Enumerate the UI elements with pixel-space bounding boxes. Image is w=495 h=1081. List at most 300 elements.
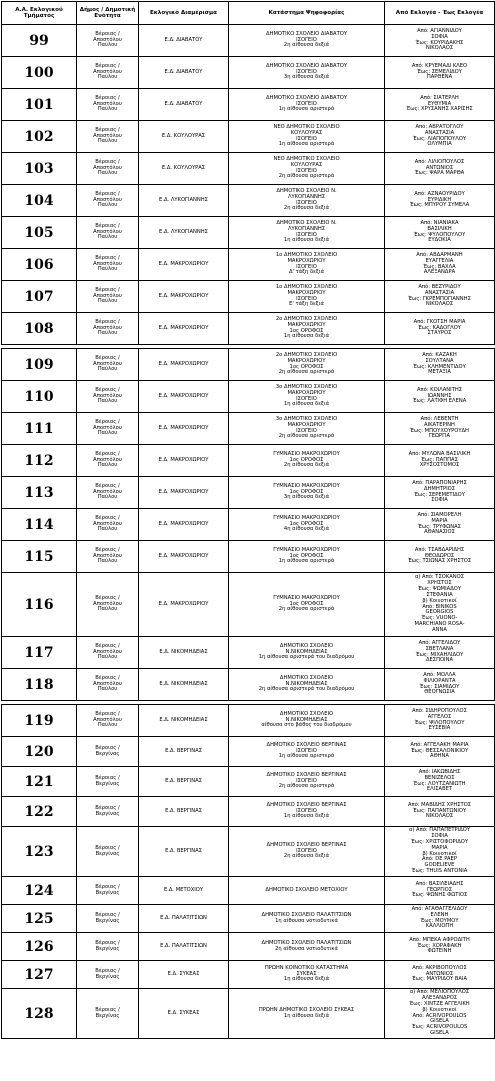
municipality-cell (77, 281, 139, 313)
polling-station-cell (229, 217, 385, 249)
municipality-line: Αποστόλου (93, 456, 122, 463)
municipality-line: Βέροιας / (95, 710, 120, 717)
municipality-cell (77, 827, 139, 877)
polling-station-line: ΠΡΩΗΝ ΚΟΙΝΟΤΙΚΟ ΚΑΤΑΣΤΗΜΑ (264, 964, 349, 971)
table-row (2, 705, 495, 737)
voter-range-line: ΕΛΕΝΗ (430, 911, 449, 918)
voter-range-cell (385, 185, 495, 217)
polling-station-line: 2η αίθουσα αριστερά (278, 783, 335, 790)
voter-range-line: Έως: ΨΩΜΙΑΔΟΥ (417, 585, 462, 592)
polling-station-line: 1ο ΔΗΜΟΤΙΚΟ ΣΧΟΛΕΙΟ (275, 251, 338, 258)
municipality-line: Βέροιας / (95, 883, 120, 890)
section-number: 100 (2, 57, 77, 89)
municipality-line: Βέροιας / (95, 804, 120, 811)
municipality-line: Βέροιας / (95, 222, 120, 229)
polling-station-line: ΔΗΜΟΤΙΚΟ ΣΧΟΛΕΙΟ ΔΙΑΒΑΤΟΥ (266, 94, 347, 101)
table-row (2, 827, 495, 877)
voter-range-cell (385, 509, 495, 541)
municipality-line: Παύλου (97, 234, 118, 241)
voter-range-cell (385, 827, 495, 877)
municipality-line: Βέροιας / (95, 126, 120, 133)
municipality-line: Παύλου (97, 398, 118, 405)
municipality-cell (77, 381, 139, 413)
municipality-cell (77, 797, 139, 827)
section-number: 117 (2, 637, 77, 669)
polling-station-cell (229, 349, 385, 381)
voter-range-line: β) Κοινοτικοί (422, 1006, 457, 1013)
voter-range-line: ΣΟΥΛΤΑΝΑ (425, 357, 454, 364)
voter-range-line: Έως: ΚΛΗΜΕΝΤΙΔΟΥ (413, 363, 466, 370)
polling-station-line: 2η αίθουσα αριστερά (278, 369, 335, 376)
municipality-cell (77, 477, 139, 509)
electoral-district-cell: Ε.Δ. ΣΥΚΕΑΣ (139, 961, 229, 989)
section-number: 112 (2, 445, 77, 477)
voter-range-line: Από: ΒΑΣΙΛΕΙΑΔΗΣ (415, 880, 464, 887)
municipality-line: Βέροιας / (95, 418, 120, 425)
section-number: 108 (2, 313, 77, 345)
municipality-line: Βέροιας / (95, 1006, 120, 1013)
voter-range-cell (385, 477, 495, 509)
municipality-line: Αποστόλου (93, 228, 122, 235)
voter-range-line: Έως: ΨΥΛΟΠΟΥΛΟΥ (413, 231, 466, 238)
polling-station-cell (229, 89, 385, 121)
electoral-district-cell: Ε.Δ. ΜΑΚΡΟΧΩΡΙΟΥ (139, 349, 229, 381)
voter-range-line: ΣΒΕΤΛΑΝΑ (425, 645, 454, 652)
voter-range-cell (385, 961, 495, 989)
voter-range-line: α) Από: ΠΑΠΑΠΕΤΡΙΔΟΥ (408, 826, 471, 833)
polling-station-line: ΙΣΟΓΕΙΟ (296, 263, 317, 270)
polling-station-line: ΔΗΜΟΤΙΚΟ ΣΧΟΛΕΙΟ ΒΕΡΓΙΝΑΣ (266, 771, 347, 778)
municipality-line: Βέροιας / (95, 354, 120, 361)
municipality-cell (77, 153, 139, 185)
polling-station-line: 2η αίθουσα αριστερά (278, 173, 335, 180)
electoral-district-cell: Ε.Δ. ΝΙΚΟΜΗΔΕΙΑΣ (139, 637, 229, 669)
electoral-district-cell: Ε.Δ. ΒΕΡΓΙΝΑΣ (139, 797, 229, 827)
voter-range-line: Έως: ΜΠΥΡΟΥ ΣΥΜΕΛΑ (409, 202, 470, 209)
municipality-cell (77, 961, 139, 989)
municipality-line: Βέροιας / (95, 546, 120, 553)
municipality-line: Βέροιας / (95, 594, 120, 601)
electoral-district-cell: Ε.Δ. ΜΑΚΡΟΧΩΡΙΟΥ (139, 477, 229, 509)
polling-station-line: 1ος ΟΡΟΦΟΣ (289, 456, 324, 463)
municipality-line: Αποστόλου (93, 68, 122, 75)
section-number: 126 (2, 933, 77, 961)
electoral-district-cell: Ε.Δ. ΜΑΚΡΟΧΩΡΙΟΥ (139, 281, 229, 313)
table-row (2, 349, 495, 381)
voter-range-line: Από: ΝΙΑΝΙΑΚΑ (420, 219, 459, 226)
voter-range-line: Έως: ΜΟΥΜΟΥ (420, 917, 459, 924)
table-row (2, 541, 495, 573)
polling-station-line: 1η αίθουσα αριστερά του διαδρόμου (258, 654, 355, 661)
table-row (2, 25, 495, 57)
municipality-cell (77, 509, 139, 541)
voter-range-line: ΣΟΦΙΑ (431, 33, 448, 40)
municipality-line: Παύλου (97, 106, 118, 113)
section-number: 120 (2, 737, 77, 767)
voter-range-line: ΔΕΣΠΟΙΝΑ (425, 657, 454, 664)
municipality-line: Αποστόλου (93, 360, 122, 367)
polling-station-line: ΛΥΚΟΓΙΑΝΝΗΣ (287, 225, 326, 232)
municipality-line: Βέροιας / (95, 911, 120, 918)
municipality-line: Παύλου (97, 606, 118, 613)
polling-station-cell (229, 477, 385, 509)
polling-station-line: ΙΣΟΓΕΙΟ (296, 807, 317, 814)
polling-station-line: 2η αίθουσα νοτιοδυτικά (275, 945, 338, 952)
municipality-line: Παύλου (97, 366, 118, 373)
polling-station-line: ΓΥΜΝΑΣΙΟ ΜΑΚΡΟΧΩΡΙΟΥ (273, 514, 340, 521)
polling-station-line: ΙΣΟΓΕΙΟ (296, 68, 317, 75)
voter-range-cell (385, 877, 495, 905)
municipality-line: Βεργίνας (95, 780, 120, 787)
voter-range-cell (385, 249, 495, 281)
voter-range-line: Έως: VUONO- (421, 615, 458, 622)
voter-range-cell (385, 669, 495, 701)
polling-station-line: ΔΗΜΟΤΙΚΟ ΣΧΟΛΕΙΟ Ν. (276, 187, 337, 194)
table-row (2, 153, 495, 185)
voter-range-line: ΑΝΑΣΤΑΣΙΑ (424, 129, 455, 136)
municipality-cell (77, 905, 139, 933)
municipality-cell (77, 573, 139, 637)
municipality-line: Βεργίνας (95, 945, 120, 952)
municipality-cell (77, 89, 139, 121)
polling-station-line: ΙΣΟΓΕΙΟ (296, 199, 317, 206)
voter-range-cell (385, 89, 495, 121)
polling-station-line: ΙΣΟΓΕΙΟ (296, 295, 317, 302)
municipality-line: Αποστόλου (93, 392, 122, 399)
municipality-line: Αποστόλου (93, 424, 122, 431)
municipality-line: Βεργίνας (95, 810, 120, 817)
voter-range-line: ΝΙΚΟΛΑΟΣ (425, 45, 454, 52)
table-row (2, 989, 495, 1039)
municipality-line: Βέροιας / (95, 744, 120, 751)
voter-range-line: ΘΕΟΔΩΡΟΣ (424, 552, 455, 559)
voter-range-line: Έως: ΧΙΝΤΖΕ ΑΓΓΕΛΙΚΗ (409, 1000, 470, 1007)
voter-range-line: Έως: ΒΑΧΛΑ (423, 263, 456, 270)
voter-range-cell (385, 737, 495, 767)
municipality-line: Παύλου (97, 330, 118, 337)
polling-station-line: 2η αίθουσα δεξιά (283, 205, 330, 212)
voter-range-cell (385, 381, 495, 413)
section-number: 116 (2, 573, 77, 637)
voter-range-line: Από: ΑΓΑΘΑΓΓΕΛΙΔΟΥ (411, 905, 468, 912)
polling-station-line: Δ' τάξη δεξιά (288, 269, 325, 276)
voter-range-line: Από: ΑΒΡΑΤΟΓΛΟΥ (415, 123, 464, 130)
municipality-cell (77, 445, 139, 477)
section-number: 107 (2, 281, 77, 313)
voter-range-cell (385, 217, 495, 249)
municipality-line: Αποστόλου (93, 324, 122, 331)
voter-range-line: ΑΘΑΝΑΣΙΟΣ (424, 529, 455, 536)
section-number: 101 (2, 89, 77, 121)
municipality-line: Παύλου (97, 462, 118, 469)
section-number: 125 (2, 905, 77, 933)
voter-range-cell (385, 637, 495, 669)
voter-range-line: ΜΕΤΑΞΙΑ (428, 369, 451, 376)
voter-range-line: ΣΟΦΙΑ (431, 497, 448, 504)
polling-station-line: ΓΥΜΝΑΣΙΟ ΜΑΚΡΟΧΩΡΙΟΥ (273, 450, 340, 457)
electoral-district-cell: Ε.Δ. ΜΕΤΟΧΙΟΥ (139, 877, 229, 905)
polling-station-line: ΜΑΚΡΟΧΩΡΙΟΥ (287, 257, 326, 264)
voter-range-line: ΦΩΤΕΙΝΗ (427, 948, 452, 955)
polling-station-line: ΔΗΜΟΤΙΚΟ ΣΧΟΛΕΙΟ ΒΕΡΓΙΝΑΣ (266, 841, 347, 848)
table-row (2, 797, 495, 827)
electoral-district-cell: Ε.Δ. ΜΑΚΡΟΧΩΡΙΟΥ (139, 413, 229, 445)
table-row (2, 767, 495, 797)
voter-range-cell (385, 153, 495, 185)
voter-range-line: Έως: ΨΑΡΑ ΜΑΡΘΑ (414, 170, 465, 177)
polling-station-line: ΙΣΟΓΕΙΟ (296, 135, 317, 142)
municipality-line: Βέροιας / (95, 254, 120, 261)
municipality-line: Βέροιας / (95, 30, 120, 37)
electoral-district-cell: Ε.Δ. ΠΑΛΑΤΙΤΣΙΩΝ (139, 933, 229, 961)
polling-station-cell (229, 767, 385, 797)
voter-range-line: Έως: ACRIVOPOULOS (411, 1024, 468, 1031)
table-row (2, 669, 495, 701)
polling-station-line: 2η αίθουσα αριστερά (278, 433, 335, 440)
voter-range-cell (385, 933, 495, 961)
municipality-line: Βέροιας / (95, 674, 120, 681)
voter-range-line: Από: DE PAEP (422, 856, 457, 863)
table-row (2, 445, 495, 477)
table-row (2, 281, 495, 313)
polling-station-line: Ε' τάξη δεξιά (289, 301, 324, 308)
table-row (2, 185, 495, 217)
voter-range-line: Από: ΠΑΡΑΠΟΝΙΑΡΗΣ (412, 479, 467, 486)
table-row (2, 217, 495, 249)
polling-station-line: 2η αίθουσα αριστερά (278, 606, 335, 613)
polling-station-line: 2η αίθουσα δεξιά (283, 462, 330, 469)
municipality-line: Βεργίνας (95, 1012, 120, 1019)
polling-station-line: 1ος ΟΡΟΦΟΣ (289, 600, 324, 607)
municipality-line: Βέροιας / (95, 774, 120, 781)
municipality-line: Παύλου (97, 494, 118, 501)
municipality-line: Βέροιας / (95, 450, 120, 457)
voter-range-line: Από: ΜΥΛΩΝΑ ΒΑΣΙΛΙΚΗ (408, 450, 471, 457)
municipality-line: Βεργίνας (95, 850, 120, 857)
electoral-district-cell: Ε.Δ. ΝΙΚΟΜΗΔΕΙΑΣ (139, 669, 229, 701)
polling-station-line: ΠΡΩΗΝ ΔΗΜΟΤΙΚΟ ΣΧΟΛΕΙΟ ΣΥΚΕΑΣ (258, 1006, 355, 1013)
municipality-line: Βέροιας / (95, 844, 120, 851)
polling-station-cell (229, 281, 385, 313)
polling-station-line: ΚΟΥΛΟΥΡΑΣ (290, 161, 323, 168)
municipality-cell (77, 313, 139, 345)
section-number: 118 (2, 669, 77, 701)
municipality-line: Παύλου (97, 298, 118, 305)
polling-station-cell (229, 121, 385, 153)
polling-station-cell (229, 669, 385, 701)
municipality-cell (77, 349, 139, 381)
voter-range-cell (385, 413, 495, 445)
voter-range-cell (385, 989, 495, 1039)
voter-range-line: MARCHIANO ROSA- (414, 621, 465, 628)
electoral-district-cell: Ε.Δ. ΣΥΚΕΑΣ (139, 989, 229, 1039)
polling-station-cell (229, 381, 385, 413)
municipality-line: Βέροιας / (95, 642, 120, 649)
polling-station-line: ΓΥΜΝΑΣΙΟ ΜΑΚΡΟΧΩΡΙΟΥ (273, 546, 340, 553)
polling-station-cell (229, 797, 385, 827)
polling-station-line: ΙΣΟΓΕΙΟ (296, 747, 317, 754)
voter-range-line: Έως: ΛΙΑΠΟΠΟΥΛΟΥ (412, 135, 467, 142)
polling-station-line: ΙΣΟΓΕΙΟ (296, 395, 317, 402)
voter-range-line: Έως: ΠΑΠΑΝΤΩΝΙΟΥ (412, 807, 467, 814)
voter-range-line: ΣΤΑΥΡΟΣ (427, 330, 452, 337)
municipality-line: Βεργίνας (95, 917, 120, 924)
electoral-district-cell: Ε.Δ. ΒΕΡΓΙΝΑΣ (139, 737, 229, 767)
electoral-district-cell: Ε.Δ. ΒΕΡΓΙΝΑΣ (139, 767, 229, 797)
municipality-cell (77, 637, 139, 669)
section-number: 99 (2, 25, 77, 57)
polling-station-line: Ν.ΝΙΚΟΜΗΔΕΙΑΣ (285, 716, 328, 723)
voter-range-line: ΕΥΘΥΜΙΑ (427, 100, 452, 107)
polling-station-line: ΜΑΚΡΟΧΩΡΙΟΥ (287, 321, 326, 328)
municipality-line: Αποστόλου (93, 292, 122, 299)
electoral-district-cell: Ε.Δ. ΚΟΥΛΟΥΡΑΣ (139, 153, 229, 185)
table-row (2, 89, 495, 121)
polling-station-line: 1η αίθουσα δεξιά (283, 401, 330, 408)
header-section-number: Α.Α. Εκλογικού Τμήματος (2, 2, 77, 25)
voter-range-cell (385, 281, 495, 313)
voter-range-line: Έως: ΧΡΙΣΤΟΦΟΡΙΔΟΥ (410, 838, 469, 845)
polling-station-line: ΓΥΜΝΑΣΙΟ ΜΑΚΡΟΧΩΡΙΟΥ (273, 482, 340, 489)
municipality-line: Βέροιας / (95, 967, 120, 974)
voter-range-line: ΘΕΟΓΝΩΣΙΑ (424, 689, 455, 696)
polling-station-line: αίθουσα στο βάθος του διαδρόμου (261, 722, 352, 729)
voter-range-line: Έως: ΓΚΡΕΜΠΟΓΙΑΝΝΗΣ (408, 295, 471, 302)
polling-station-cell (229, 509, 385, 541)
municipality-line: Αποστόλου (93, 648, 122, 655)
voting-stations-table (1, 1, 495, 1039)
polling-station-line: ΔΗΜΟΤΙΚΟ ΣΧΟΛΕΙΟ ΜΕΤΟΧΙΟΥ (265, 886, 348, 893)
section-number: 123 (2, 827, 77, 877)
table-row (2, 477, 495, 509)
polling-station-line: ΙΣΟΓΕΙΟ (296, 167, 317, 174)
polling-station-line: 1η αίθουσα αριστερά (278, 106, 335, 113)
electoral-district-cell: Ε.Δ. ΜΑΚΡΟΧΩΡΙΟΥ (139, 573, 229, 637)
voter-range-line: Από: ΛΙΛΙΟΠΟΥΛΟΣ (414, 158, 465, 165)
section-number: 113 (2, 477, 77, 509)
voter-range-line: Από: ΚΡΥΕΜΑΔΙ ΚΛΕΟ (411, 62, 468, 69)
voter-range-line: Έως: ΣΙΑΜΙΔΟΥ (419, 683, 460, 690)
table-body (2, 25, 495, 1039)
voter-range-line: GODELIEVE (424, 862, 455, 869)
header-electoral-district: Εκλογικό Διαμέρισμα (139, 2, 229, 25)
voter-range-line: Έως: ΨΙΛΟΠΟΥΛΟΥ (414, 719, 465, 726)
polling-station-line: ΔΗΜΟΤΙΚΟ ΣΧΟΛΕΙΟ Ν. (276, 219, 337, 226)
municipality-line: Αποστόλου (93, 260, 122, 267)
table-row (2, 637, 495, 669)
municipality-cell (77, 25, 139, 57)
polling-station-line: 1ος ΟΡΟΦΟΣ (289, 327, 324, 334)
voter-range-line: ΕΥΑΓΓΕΛΙΑ (425, 257, 454, 264)
voter-range-cell (385, 25, 495, 57)
table-row (2, 877, 495, 905)
municipality-cell (77, 413, 139, 445)
section-number: 106 (2, 249, 77, 281)
voter-range-line: ΕΥΣΕΒΙΑ (428, 725, 451, 732)
polling-station-line: ΚΟΥΛΟΥΡΑΣ (290, 129, 323, 136)
table-row (2, 381, 495, 413)
municipality-line: Βέροιας / (95, 62, 120, 69)
voter-range-cell (385, 349, 495, 381)
voter-range-cell (385, 445, 495, 477)
polling-station-line: 2η αίθουσα δεξιά (283, 42, 330, 49)
table-row (2, 509, 495, 541)
section-number: 128 (2, 989, 77, 1039)
voter-range-line: ΑΝΑΣΤΑΣΙΑ (424, 289, 455, 296)
section-number: 104 (2, 185, 77, 217)
voter-range-line: Έως: ΣΕΡΕΜΕΤΙΔΟΥ (414, 491, 465, 498)
polling-station-cell (229, 541, 385, 573)
municipality-line: Βεργίνας (95, 889, 120, 896)
voter-range-line: α) Από: ΤΣΟΚΑΝΟΣ (414, 573, 465, 580)
voter-range-line: Από: ΣΙΔΗΡΟΠΟΥΛΟΣ (412, 707, 467, 714)
electoral-district-cell: Ε.Δ. ΜΑΚΡΟΧΩΡΙΟΥ (139, 445, 229, 477)
polling-station-cell (229, 637, 385, 669)
voter-range-line: ΝΙΚΟΛΑΟΣ (425, 813, 454, 820)
municipality-line: Αποστόλου (93, 680, 122, 687)
voter-range-line: ANNA (432, 627, 447, 634)
polling-station-cell (229, 573, 385, 637)
polling-station-line: ΝΕΟ ΔΗΜΟΤΙΚΟ ΣΧΟΛΕΙΟ (273, 155, 340, 162)
voter-range-cell (385, 121, 495, 153)
electoral-district-cell: Ε.Δ. ΝΙΚΟΜΗΔΕΙΑΣ (139, 705, 229, 737)
polling-station-line: ΔΗΜΟΤΙΚΟ ΣΧΟΛΕΙΟ ΒΕΡΓΙΝΑΣ (266, 801, 347, 808)
polling-station-line: ΔΗΜΟΤΙΚΟ ΣΧΟΛΕΙΟ ΠΑΛΑΤΙΤΣΙΩΝ (261, 939, 352, 946)
polling-station-line: 1η αίθουσα δεξιά (283, 813, 330, 820)
municipality-cell (77, 121, 139, 153)
voter-range-line: ΑΝΤΩΝΙΟΣ (425, 164, 454, 171)
voter-range-line: α) Από: ΜΕΛΙΟΠΟΥΛΟΣ (409, 988, 470, 995)
municipality-line: Παύλου (97, 74, 118, 81)
municipality-line: Παύλου (97, 526, 118, 533)
voter-range-line: Έως: ΜΑΥΡΙΔΟΥ ΒΑΙΑ (411, 976, 468, 983)
table-row (2, 413, 495, 445)
voter-range-cell (385, 705, 495, 737)
section-number: 102 (2, 121, 77, 153)
section-number: 119 (2, 705, 77, 737)
polling-station-cell (229, 737, 385, 767)
municipality-cell (77, 877, 139, 905)
municipality-line: Παύλου (97, 170, 118, 177)
municipality-line: Παύλου (97, 266, 118, 273)
voter-range-cell (385, 541, 495, 573)
polling-station-line: 2ο ΔΗΜΟΤΙΚΟ ΣΧΟΛΕΙΟ (275, 351, 338, 358)
municipality-line: Βέροιας / (95, 318, 120, 325)
voter-range-line: Από: ΑΓΓΕΛΙΔΟΥ (418, 639, 461, 646)
voter-range-line: Έως: ΧΡΥΣΑΝΗΣ ΧΑΡΙΣΗΣ (406, 106, 473, 113)
polling-station-line: ΙΣΟΓΕΙΟ (296, 100, 317, 107)
polling-station-line: ΔΗΜΟΤΙΚΟ ΣΧΟΛΕΙΟ ΔΙΑΒΑΤΟΥ (266, 30, 347, 37)
voter-range-line: ΚΑΛΛΙΟΠΗ (425, 923, 454, 930)
voter-range-line: ΕΥΡΙΔΙΚΗ (427, 196, 452, 203)
voter-range-line: ΠΑΡΘΕΝΑ (426, 74, 453, 81)
voter-range-line: ΑΝΤΩΝΙΟΣ (425, 970, 454, 977)
electoral-district-cell: Ε.Δ. ΔΙΑΒΑΤΟΥ (139, 25, 229, 57)
voter-range-line: GISELA (430, 1030, 449, 1037)
table-row (2, 933, 495, 961)
polling-station-line: 4η αίθουσα δεξιά (283, 526, 330, 533)
municipality-cell (77, 705, 139, 737)
header-polling-station: Κατάστημα Ψηφοφορίας (229, 2, 385, 25)
voter-range-line: Έως: ΧΟΡΑΦΑΚΗ (417, 942, 462, 949)
polling-station-line: 2η αίθουσα αριστερά του διαδρόμου (258, 686, 355, 693)
polling-station-line: ΙΣΟΓΕΙΟ (296, 847, 317, 854)
polling-station-line: ΙΣΟΓΕΙΟ (296, 777, 317, 784)
voter-range-line: ΑΓΓΕΛΟΣ (427, 713, 452, 720)
municipality-line: Αποστόλου (93, 100, 122, 107)
municipality-cell (77, 989, 139, 1039)
electoral-district-cell: Ε.Δ. ΠΑΛΑΤΙΤΣΙΩΝ (139, 905, 229, 933)
